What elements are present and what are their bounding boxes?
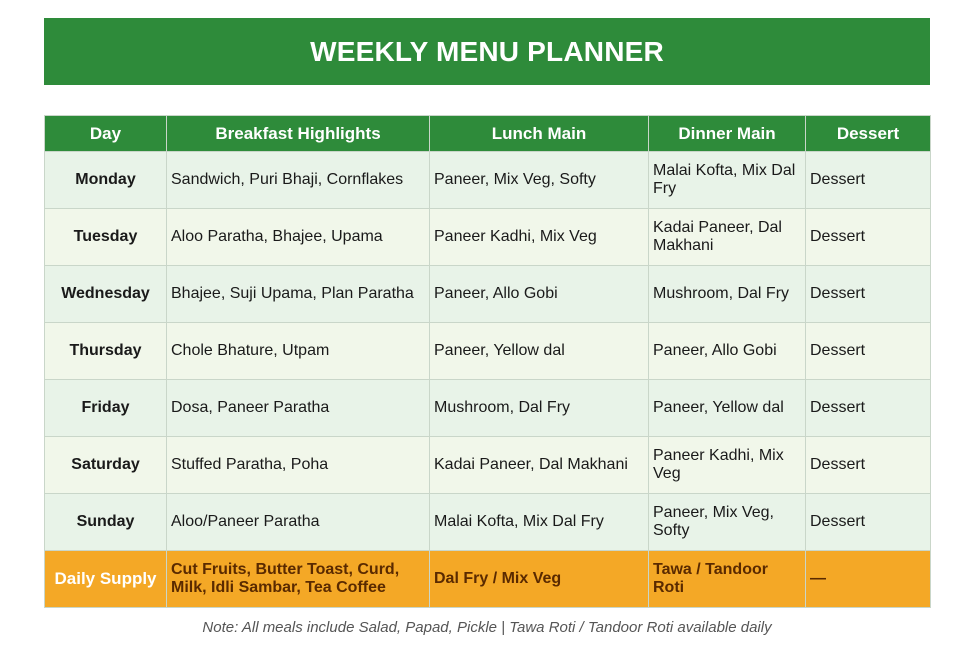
breakfast-cell: Aloo Paratha, Bhajee, Upama [167,209,430,266]
table-row [45,266,931,323]
dinner-cell: Paneer, Yellow dal [649,380,806,437]
dessert-cell: Dessert [806,209,931,266]
dinner-cell: Kadai Paneer, Dal Makhani [649,209,806,266]
dinner-cell: Paneer Kadhi, Mix Veg [649,437,806,494]
lunch-cell: Malai Kofta, Mix Dal Fry [430,494,649,551]
breakfast-cell: Sandwich, Puri Bhaji, Cornflakes [167,152,430,209]
breakfast-cell: Chole Bhature, Utpam [167,323,430,380]
lunch-cell: Kadai Paneer, Dal Makhani [430,437,649,494]
daily-supply-breakfast: Cut Fruits, Butter Toast, Curd, Milk, Idli Sambar, Tea Coffee [167,551,430,608]
table-row [45,380,931,437]
header-row [45,116,931,152]
dessert-cell: Dessert [806,266,931,323]
breakfast-cell: Bhajee, Suji Upama, Plan Paratha [167,266,430,323]
day-cell: Thursday [45,323,167,380]
breakfast-cell: Stuffed Paratha, Poha [167,437,430,494]
page-title: WEEKLY MENU PLANNER [44,18,930,85]
dinner-cell: Paneer, Allo Gobi [649,323,806,380]
header-day: Day [45,116,167,152]
lunch-cell: Paneer Kadhi, Mix Veg [430,209,649,266]
footer-note: Note: All meals include Salad, Papad, Pickle | Tawa Roti / Tandoor Roti available daily [202,619,772,636]
dinner-cell: Malai Kofta, Mix Dal Fry [649,152,806,209]
day-cell: Tuesday [45,209,167,266]
day-cell: Monday [45,152,167,209]
header-breakfast: Breakfast Highlights [167,116,430,152]
dessert-cell: Dessert [806,152,931,209]
lunch-cell: Paneer, Allo Gobi [430,266,649,323]
day-cell: Sunday [45,494,167,551]
daily-supply-lunch: Dal Fry / Mix Veg [430,551,649,608]
breakfast-cell: Dosa, Paneer Paratha [167,380,430,437]
dinner-cell: Mushroom, Dal Fry [649,266,806,323]
day-cell: Wednesday [45,266,167,323]
table-row [45,323,931,380]
table-row [45,209,931,266]
daily-supply-label: Daily Supply [45,551,167,608]
header-dessert: Dessert [806,116,931,152]
dessert-cell: Dessert [806,494,931,551]
menu-table [44,115,931,608]
lunch-cell: Paneer, Mix Veg, Softy [430,152,649,209]
header-lunch: Lunch Main [430,116,649,152]
daily-supply-row [45,551,931,608]
header-dinner: Dinner Main [649,116,806,152]
dessert-cell: Dessert [806,323,931,380]
lunch-cell: Mushroom, Dal Fry [430,380,649,437]
day-cell: Friday [45,380,167,437]
daily-supply-dinner: Tawa / Tandoor Roti [649,551,806,608]
daily-supply-dessert: — [806,551,931,608]
dinner-cell: Paneer, Mix Veg, Softy [649,494,806,551]
dessert-cell: Dessert [806,437,931,494]
lunch-cell: Paneer, Yellow dal [430,323,649,380]
dessert-cell: Dessert [806,380,931,437]
table-row [45,437,931,494]
table-row [45,494,931,551]
table-row [45,152,931,209]
day-cell: Saturday [45,437,167,494]
breakfast-cell: Aloo/Paneer Paratha [167,494,430,551]
